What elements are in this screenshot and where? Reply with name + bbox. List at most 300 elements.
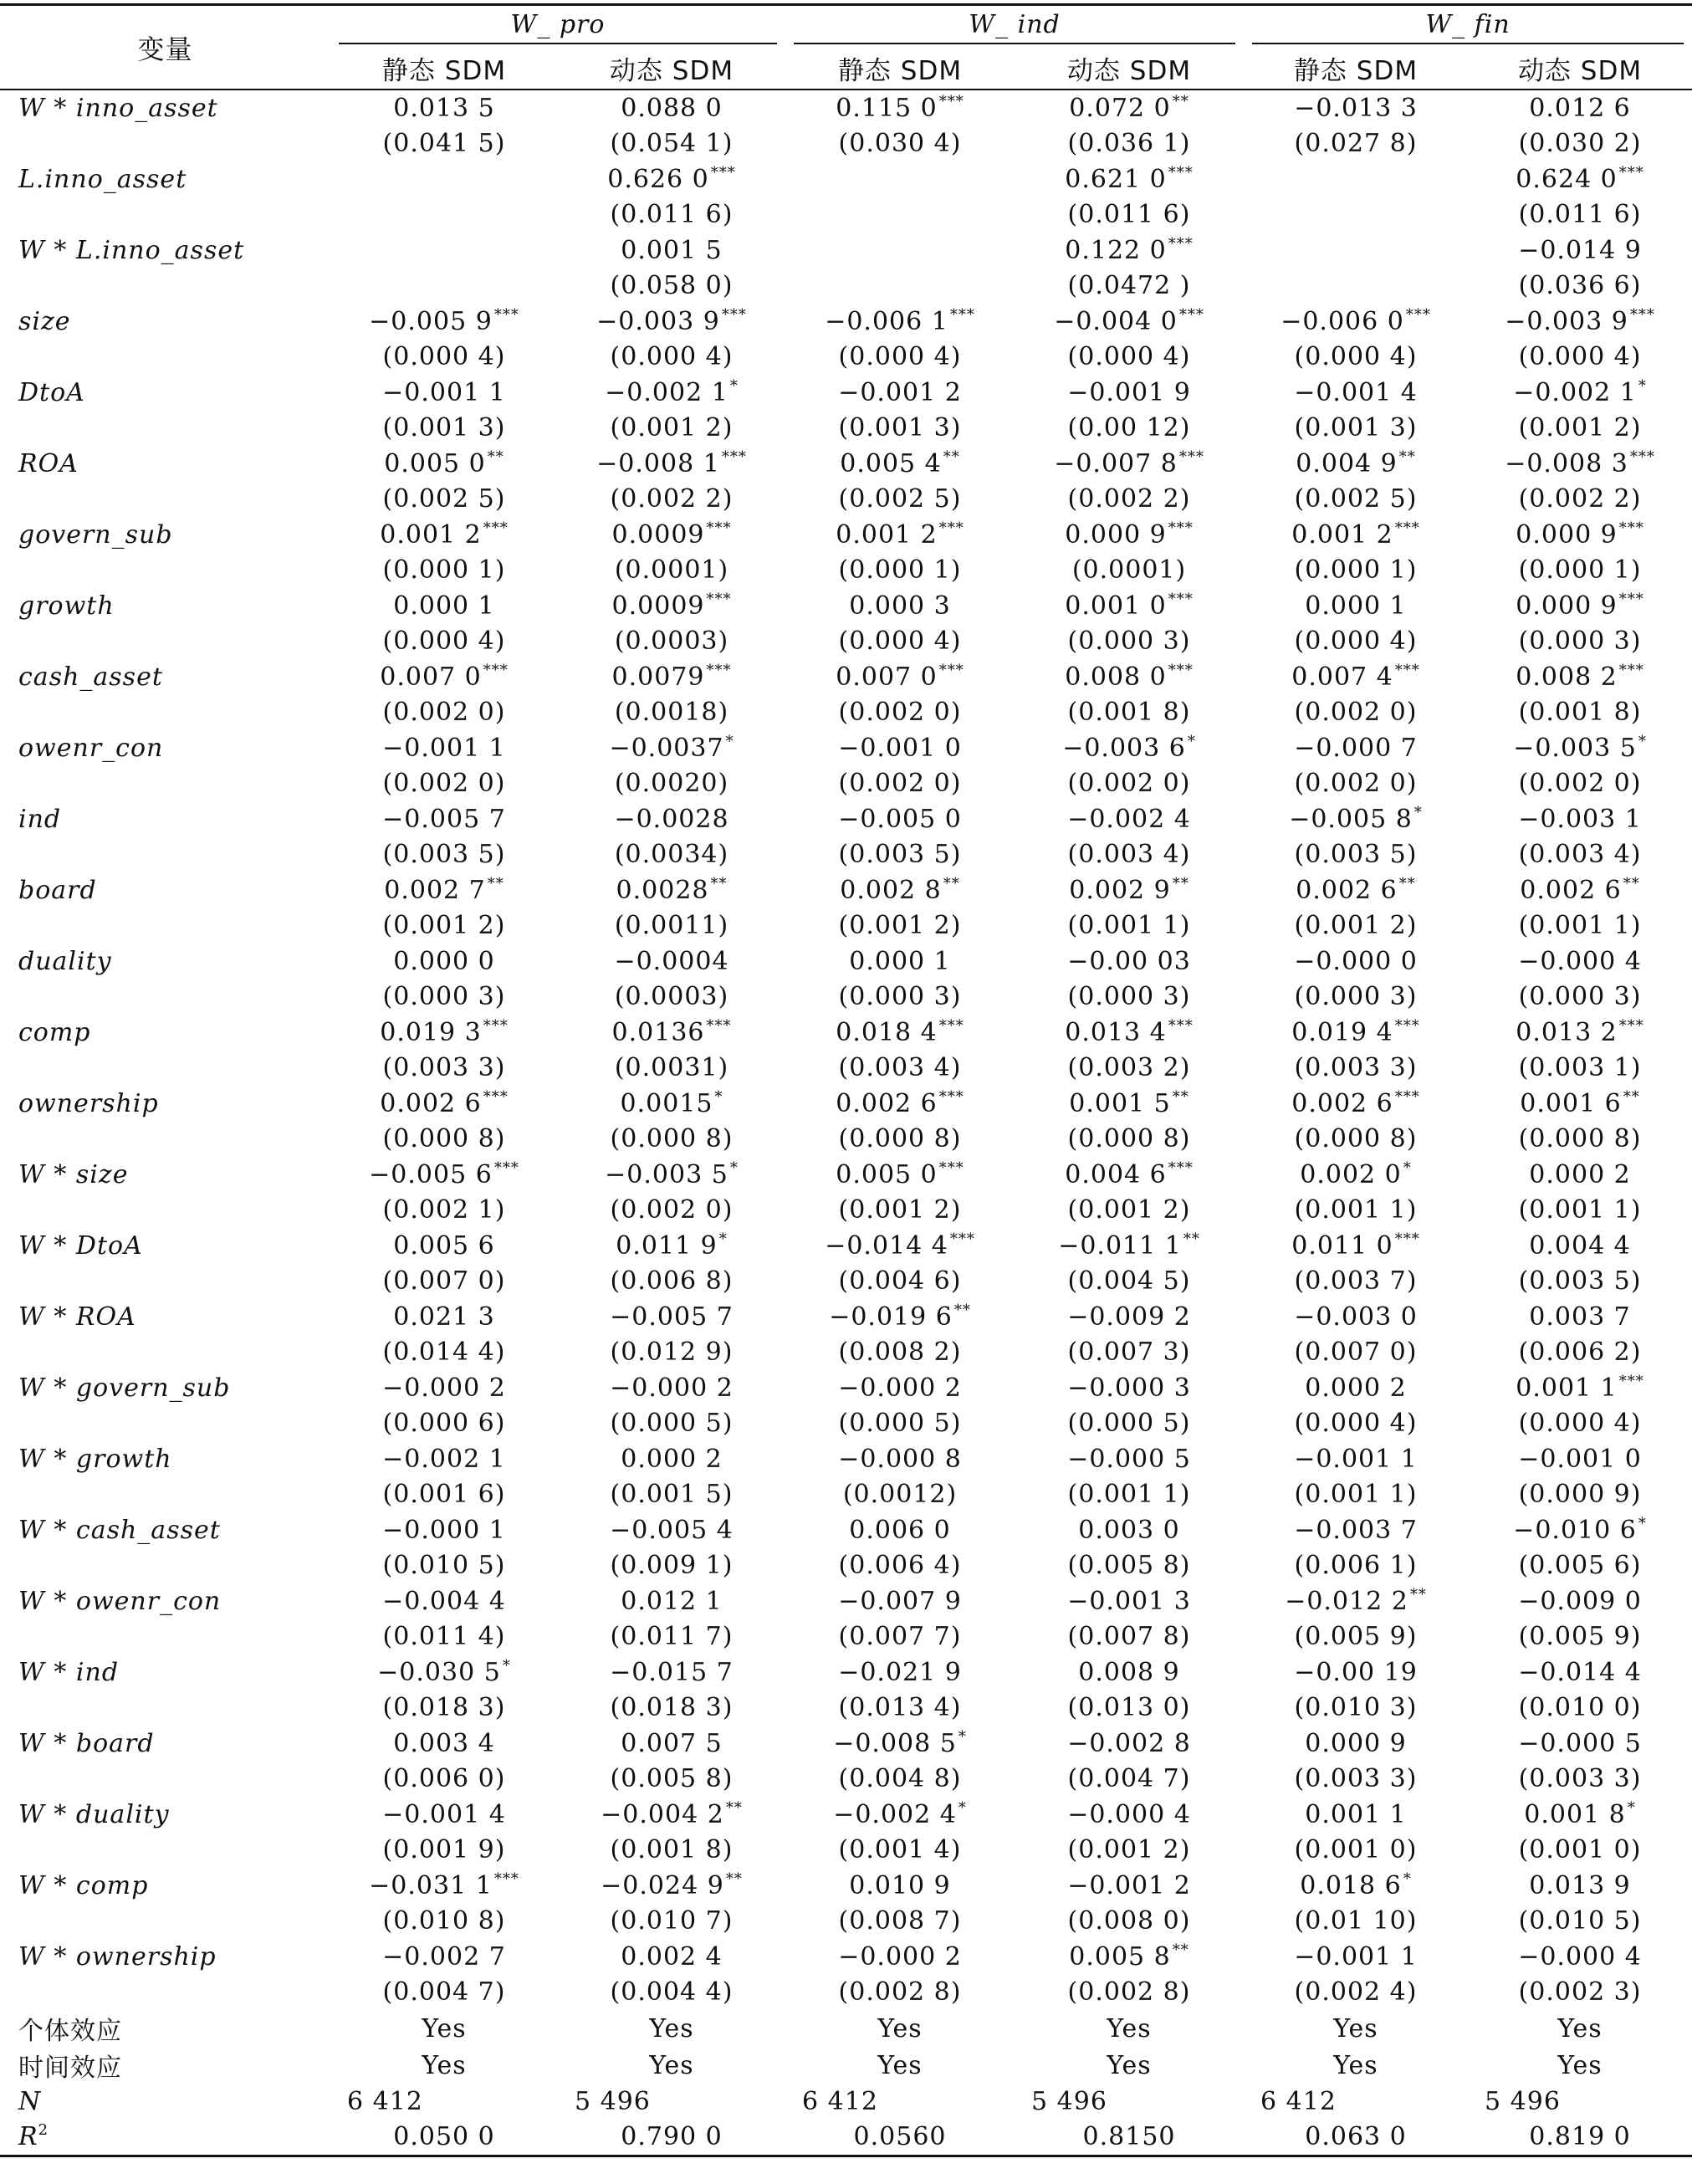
se-cell: (0.000 3) <box>1518 982 1642 1012</box>
coef-cell <box>330 1655 558 1690</box>
coef-value: −0.005 9 <box>369 306 493 336</box>
coef-value: 0.000 3 <box>849 591 951 621</box>
se-cell: (0.000 1) <box>838 555 962 586</box>
subheader: 动态 SDM <box>1015 48 1244 90</box>
coef-cell <box>785 659 1015 695</box>
coef-value: −0.004 2 <box>601 1799 724 1829</box>
se-cell: (0.005 9) <box>1294 1622 1418 1652</box>
coef-cell <box>785 1015 1015 1051</box>
coef-value: −0.000 0 <box>1294 946 1418 976</box>
coef-cell <box>1015 161 1244 197</box>
se-cell: (0.0001) <box>1071 555 1187 586</box>
coef-cell <box>1468 1299 1692 1335</box>
coef-value: −0.000 1 <box>382 1515 506 1545</box>
coef-cell <box>558 801 785 837</box>
coef-cell <box>785 801 1015 837</box>
coef-cell <box>785 1583 1015 1619</box>
coef-cell <box>785 1370 1015 1406</box>
se-cell <box>785 197 1015 233</box>
significance-stars: * <box>1403 1869 1412 1888</box>
coef-cell <box>1015 1797 1244 1833</box>
coef-value: 0.004 6 <box>1065 1159 1167 1189</box>
se-cell: (0.0012) <box>842 1480 958 1510</box>
se-cell: (0.011 4) <box>382 1622 506 1652</box>
coef-cell <box>1468 446 1692 482</box>
coef-value: 0.621 0 <box>1065 164 1167 194</box>
coef-cell <box>1468 161 1692 197</box>
se-cell: (0.000 8) <box>1294 1124 1418 1154</box>
coef-cell <box>1015 1726 1244 1762</box>
significance-stars: * <box>729 376 739 395</box>
blank-cell <box>0 1051 330 1087</box>
significance-stars: *** <box>493 1869 519 1888</box>
coef-value: −0.005 0 <box>838 804 962 834</box>
row-label: W * growth <box>18 1444 172 1474</box>
row-label: ownership <box>18 1088 159 1118</box>
se-cell: (0.001 9) <box>382 1835 506 1865</box>
coef-value: −0.002 8 <box>1067 1728 1191 1758</box>
se-cell: (0.003 4) <box>1518 840 1642 870</box>
coef-cell <box>785 1939 1015 1975</box>
coef-value: 0.004 9 <box>1296 448 1398 478</box>
se-cell: (0.001 4) <box>838 1835 962 1865</box>
coef-cell <box>330 1726 558 1762</box>
se-cell: (0.002 3) <box>1518 1977 1642 2008</box>
coef-value: 0.001 5 <box>1069 1088 1171 1118</box>
coef-value: −0.005 6 <box>369 1159 493 1189</box>
coef-value: −0.007 8 <box>1054 448 1178 478</box>
coef-cell <box>1015 304 1244 340</box>
se-cell: (0.000 3) <box>1067 982 1191 1012</box>
coef-cell <box>1468 1939 1692 1975</box>
row-label: size <box>18 306 71 336</box>
row-label: cash_asset <box>18 662 163 692</box>
coef-cell <box>330 944 558 979</box>
blank-cell <box>0 624 330 660</box>
row-label: comp <box>18 1017 91 1047</box>
coef-value: −0.013 3 <box>1294 93 1418 123</box>
se-cell: (0.003 2) <box>1067 1053 1191 1083</box>
coef-cell <box>1468 375 1692 411</box>
coef-cell <box>785 1086 1015 1122</box>
coef-value: 0.018 4 <box>836 1017 938 1047</box>
coef-cell <box>558 588 785 624</box>
significance-stars: *** <box>483 661 509 679</box>
coef-cell <box>330 872 558 908</box>
coef-value: 0.000 2 <box>621 1444 723 1474</box>
significance-stars: *** <box>493 305 519 324</box>
se-cell: (0.0001) <box>614 555 729 586</box>
coef-cell <box>1015 1015 1244 1051</box>
blank-cell <box>0 908 330 944</box>
coef-value: −0.008 3 <box>1505 448 1628 478</box>
coef-cell <box>1468 801 1692 837</box>
significance-stars: * <box>714 1087 723 1106</box>
coef-value: 0.005 0 <box>836 1159 938 1189</box>
se-cell: (0.000 4) <box>1294 627 1418 657</box>
coef-value: 0.001 1 <box>1305 1799 1407 1829</box>
coef-row <box>0 375 1692 411</box>
significance-stars: ** <box>1172 1087 1189 1106</box>
coef-cell <box>558 375 785 411</box>
coef-value: −0.001 1 <box>1294 1941 1418 1972</box>
coef-value: 0.006 0 <box>849 1515 951 1545</box>
coef-cell <box>558 1015 785 1051</box>
significance-stars: *** <box>1618 1016 1644 1035</box>
coef-row <box>0 90 1692 126</box>
coef-cell <box>1244 872 1468 908</box>
significance-stars: *** <box>949 1230 975 1248</box>
coef-value: −0.000 3 <box>1067 1373 1191 1403</box>
coef-value: −0.002 4 <box>833 1799 957 1829</box>
significance-stars: *** <box>483 1016 509 1035</box>
coef-value: 0.001 6 <box>1520 1088 1622 1118</box>
se-cell: (0.000 5) <box>1067 1409 1191 1439</box>
coef-cell <box>1244 1015 1468 1051</box>
significance-stars: *** <box>1618 661 1644 679</box>
se-row <box>0 1051 1692 1087</box>
coef-value: −0.004 0 <box>1054 306 1178 336</box>
significance-stars: *** <box>938 1158 964 1177</box>
se-cell: (0.000 4) <box>1518 1409 1642 1439</box>
se-cell: (0.007 8) <box>1067 1622 1191 1652</box>
coef-value: −0.014 4 <box>825 1230 948 1261</box>
se-cell: (0.003 1) <box>1518 1053 1642 1083</box>
coef-cell <box>785 944 1015 979</box>
significance-stars: *** <box>1168 519 1194 537</box>
se-cell: (0.001 2) <box>610 413 734 443</box>
blank-cell <box>0 1690 330 1726</box>
se-cell: (0.002 5) <box>1294 484 1418 514</box>
se-row <box>0 695 1692 731</box>
se-cell: (0.002 0) <box>838 698 962 728</box>
coef-value: −0.005 7 <box>382 804 506 834</box>
coef-value: −0.001 4 <box>1294 377 1418 407</box>
significance-stars: *** <box>1394 661 1420 679</box>
se-cell: (0.001 1) <box>1518 1195 1642 1225</box>
se-cell: (0.010 5) <box>382 1551 506 1581</box>
significance-stars: *** <box>1168 1016 1194 1035</box>
r2-symbol: R <box>18 2122 38 2152</box>
significance-stars: *** <box>721 305 747 324</box>
coef-value: −0.014 9 <box>1518 235 1642 265</box>
se-cell: (0.000 1) <box>382 555 506 586</box>
coef-cell <box>1244 90 1468 126</box>
cell: Yes <box>422 2050 467 2080</box>
se-cell: (0.012 9) <box>610 1338 734 1368</box>
coef-cell <box>1244 1086 1468 1122</box>
coef-cell <box>1468 90 1692 126</box>
significance-stars: *** <box>1394 1016 1420 1035</box>
coef-cell <box>785 304 1015 340</box>
coef-value: −0.000 2 <box>382 1373 506 1403</box>
coef-cell <box>785 446 1015 482</box>
coef-value: 0.000 1 <box>1305 591 1407 621</box>
coef-cell <box>1468 1370 1692 1406</box>
cell: Yes <box>877 2050 923 2080</box>
subheader: 静态 SDM <box>330 48 558 90</box>
coef-cell <box>558 517 785 553</box>
se-cell: (0.008 2) <box>838 1338 962 1368</box>
se-cell: (0.002 0) <box>1518 769 1642 799</box>
coef-cell <box>330 1583 558 1619</box>
coef-value: −0.002 4 <box>1067 804 1191 834</box>
row-label: DtoA <box>18 377 85 407</box>
coef-cell <box>1468 1512 1692 1548</box>
coef-cell <box>330 304 558 340</box>
se-cell: (0.030 2) <box>1518 129 1642 159</box>
coef-value: −0.000 2 <box>610 1373 734 1403</box>
significance-stars: * <box>1627 1798 1636 1817</box>
coef-cell <box>1244 1726 1468 1762</box>
significance-stars: * <box>1187 732 1196 750</box>
coef-value: 0.002 6 <box>1520 875 1622 905</box>
se-row <box>0 1264 1692 1300</box>
significance-stars: *** <box>1629 448 1655 466</box>
coef-value: 0.000 9 <box>1516 519 1618 550</box>
coef-cell <box>1244 304 1468 340</box>
coef-cell <box>1468 1228 1692 1264</box>
se-row <box>0 624 1692 660</box>
coef-value: −0.021 9 <box>838 1657 962 1687</box>
coef-value: 0.012 1 <box>621 1586 723 1616</box>
se-cell: (0.003 7) <box>1294 1266 1418 1297</box>
row-label: 时间效应 <box>18 2054 122 2083</box>
se-cell: (0.011 7) <box>610 1622 734 1652</box>
se-cell: (0.001 1) <box>1518 911 1642 941</box>
se-cell: (0.005 8) <box>610 1764 734 1794</box>
blank-cell <box>0 1833 330 1869</box>
significance-stars: *** <box>1168 590 1194 608</box>
coef-cell <box>785 1726 1015 1762</box>
coef-cell <box>1244 446 1468 482</box>
row-label: W * govern_sub <box>18 1373 231 1403</box>
coef-cell <box>785 90 1015 126</box>
se-cell: (0.000 1) <box>1518 555 1642 586</box>
coef-cell <box>1468 1868 1692 1904</box>
cell: Yes <box>1557 2013 1603 2043</box>
coef-cell <box>330 446 558 482</box>
se-cell: (0.001 0) <box>1294 1835 1418 1865</box>
significance-stars: * <box>725 732 734 750</box>
row-label: W * size <box>18 1159 129 1189</box>
subheader: 动态 SDM <box>558 48 785 90</box>
coef-value: −0.009 2 <box>1067 1302 1191 1332</box>
coef-cell <box>330 1797 558 1833</box>
coef-value: −0.00 03 <box>1067 946 1191 976</box>
coef-row <box>0 1441 1692 1477</box>
coef-value: −0.015 7 <box>610 1657 734 1687</box>
coef-value: −0.008 5 <box>833 1728 957 1758</box>
se-row <box>0 1193 1692 1229</box>
se-cell <box>330 197 558 233</box>
significance-stars: *** <box>493 1158 519 1177</box>
coef-cell <box>1468 1797 1692 1833</box>
coef-cell <box>1015 1868 1244 1904</box>
coef-value: 0.003 4 <box>393 1728 495 1758</box>
significance-stars: *** <box>1618 519 1644 537</box>
se-cell: (0.007 0) <box>382 1266 506 1297</box>
row-label: owenr_con <box>18 733 164 763</box>
se-cell: (0.002 1) <box>382 1195 506 1225</box>
coef-value: 0.000 9 <box>1516 591 1618 621</box>
se-row <box>0 837 1692 873</box>
coef-cell <box>1468 588 1692 624</box>
coef-cell <box>1244 161 1468 197</box>
coef-cell <box>558 659 785 695</box>
coef-cell <box>330 1441 558 1477</box>
se-cell: (0.027 8) <box>1294 129 1418 159</box>
significance-stars: *** <box>483 519 509 537</box>
cell: Yes <box>1107 2050 1152 2080</box>
cell: 0.0560 <box>853 2122 947 2152</box>
se-cell: (0.000 4) <box>1518 342 1642 372</box>
coef-value: −0.024 9 <box>601 1870 724 1900</box>
blank-cell <box>0 411 330 447</box>
coef-value: 0.001 0 <box>1065 591 1167 621</box>
coef-value: 0.001 2 <box>380 519 482 550</box>
se-cell: (0.011 6) <box>1067 200 1191 230</box>
significance-stars: ** <box>725 1798 743 1817</box>
coef-value: −0.003 9 <box>596 306 720 336</box>
coef-cell <box>1244 1583 1468 1619</box>
coef-value: −0.006 1 <box>825 306 948 336</box>
coef-value: 0.0079 <box>611 662 705 692</box>
row-label: W * cash_asset <box>18 1515 221 1545</box>
coef-row <box>0 1370 1692 1406</box>
coef-cell <box>558 1157 785 1193</box>
coef-cell <box>330 730 558 766</box>
blank-cell <box>0 766 330 802</box>
row-label: govern_sub <box>18 519 173 550</box>
se-cell: (0.005 8) <box>1067 1551 1191 1581</box>
coef-value: 0.013 2 <box>1516 1017 1618 1047</box>
se-cell: (0.001 1) <box>1067 911 1191 941</box>
coef-row <box>0 659 1692 695</box>
table-body <box>0 90 1692 2010</box>
coef-row <box>0 944 1692 979</box>
coef-cell <box>1468 1726 1692 1762</box>
se-cell: (0.007 7) <box>838 1622 962 1652</box>
coef-cell <box>330 1299 558 1335</box>
significance-stars: *** <box>1394 519 1420 537</box>
significance-stars: *** <box>706 519 732 537</box>
coef-value: −0.003 5 <box>605 1159 728 1189</box>
se-cell: (0.001 5) <box>610 1480 734 1510</box>
se-cell: (0.0472 ) <box>1067 271 1191 301</box>
coef-cell <box>785 730 1015 766</box>
coef-cell <box>330 1086 558 1122</box>
coef-value: −0.001 1 <box>1294 1444 1418 1474</box>
coef-value: −0.012 2 <box>1285 1586 1408 1616</box>
coef-cell <box>1244 1228 1468 1264</box>
se-cell: (0.003 3) <box>382 1053 506 1083</box>
se-row <box>0 340 1692 376</box>
se-row <box>0 1619 1692 1655</box>
significance-stars: *** <box>949 305 975 324</box>
row-label: W * ownership <box>18 1941 217 1972</box>
coef-cell <box>1468 517 1692 553</box>
coef-value: 0.011 0 <box>1291 1230 1393 1261</box>
group-header-fin <box>1244 5 1692 49</box>
se-cell: (0.0020) <box>614 769 729 799</box>
coef-value: −0.007 9 <box>838 1586 962 1616</box>
se-cell: (0.001 3) <box>838 413 962 443</box>
se-cell: (0.002 8) <box>1067 1977 1191 2008</box>
coef-value: 0.012 6 <box>1529 93 1631 123</box>
coef-cell <box>330 517 558 553</box>
coef-row <box>0 1583 1692 1619</box>
se-cell: (0.0034) <box>614 840 729 870</box>
coef-cell <box>1468 1015 1692 1051</box>
row-label: board <box>18 875 97 905</box>
se-cell: (0.001 3) <box>382 413 506 443</box>
se-cell: (0.002 0) <box>382 698 506 728</box>
coef-value: 0.000 1 <box>849 946 951 976</box>
se-cell: (0.01 10) <box>1294 1906 1418 1936</box>
coef-value: 0.0028 <box>616 875 709 905</box>
se-cell: (0.000 3) <box>1294 982 1418 1012</box>
coef-row <box>0 1939 1692 1975</box>
se-cell: (0.006 0) <box>382 1764 506 1794</box>
significance-stars: ** <box>1409 1585 1427 1603</box>
se-cell: (0.001 2) <box>1067 1195 1191 1225</box>
significance-stars: * <box>502 1656 511 1675</box>
coef-value: 0.011 9 <box>616 1230 718 1261</box>
se-cell: (0.001 2) <box>382 911 506 941</box>
se-row <box>0 1122 1692 1158</box>
n-row <box>0 2084 1692 2120</box>
cell: 0.063 0 <box>1305 2122 1407 2152</box>
coef-cell <box>558 1797 785 1833</box>
row-label <box>0 2120 330 2156</box>
significance-stars: ** <box>487 874 504 893</box>
se-cell: (0.002 5) <box>382 484 506 514</box>
coef-cell <box>1015 1157 1244 1193</box>
se-cell: (0.001 2) <box>1294 911 1418 941</box>
se-cell: (0.003 4) <box>1067 840 1191 870</box>
coef-value: −0.031 1 <box>369 1870 493 1900</box>
cell: 6 412 <box>802 2086 878 2116</box>
coef-row <box>0 872 1692 908</box>
coef-cell <box>330 161 558 197</box>
coef-cell <box>330 1939 558 1975</box>
se-row <box>0 1904 1692 1940</box>
coef-cell <box>1244 1299 1468 1335</box>
coef-value: 0.013 4 <box>1065 1017 1167 1047</box>
coef-row <box>0 1726 1692 1762</box>
blank-cell <box>0 1762 330 1798</box>
coef-cell <box>785 872 1015 908</box>
se-cell: (0.001 0) <box>1518 1835 1642 1865</box>
coef-value: 0.007 0 <box>380 662 482 692</box>
se-cell <box>330 269 558 304</box>
blank-cell <box>0 1193 330 1229</box>
coef-cell <box>330 375 558 411</box>
cell: 5 496 <box>1485 2086 1561 2116</box>
se-cell: (0.000 3) <box>1067 627 1191 657</box>
coef-value: 0.002 4 <box>621 1941 723 1972</box>
row-label: W * board <box>18 1728 155 1758</box>
se-cell: (0.018 3) <box>382 1693 506 1723</box>
coef-value: 0.001 2 <box>1291 519 1393 550</box>
se-cell: (0.001 8) <box>1067 698 1191 728</box>
time-effect-row <box>0 2047 1692 2084</box>
coef-cell <box>558 1868 785 1904</box>
se-cell: (0.003 5) <box>1294 840 1418 870</box>
coef-value: −0.001 3 <box>1067 1586 1191 1616</box>
coef-value: −0.000 2 <box>838 1941 962 1972</box>
